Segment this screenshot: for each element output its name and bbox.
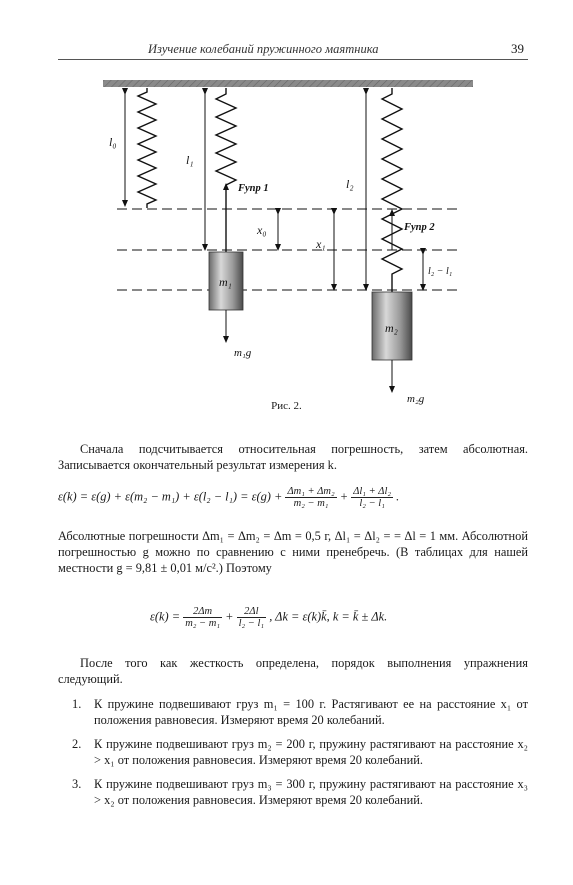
label-l2-l1: l₂ − l₁ [428, 266, 453, 277]
label-F2: Fупр 2 [404, 222, 435, 233]
label-m2: m₂ [385, 321, 398, 335]
figure-caption: Рис. 2. [271, 400, 302, 412]
formula-1-end: . [396, 489, 400, 504]
formula-2-rest: , Δk = ε(k)k̄, k = k̄ ± Δk. [269, 609, 388, 624]
list-item [72, 736, 528, 768]
formula-2-lhs: ε(k) = [150, 609, 181, 624]
formula-1-fraction-1-den: m₂ − m₁ [293, 498, 329, 509]
formula-1 [58, 486, 399, 509]
spring-pendulum-figure [0, 0, 573, 420]
paragraph-2: Абсолютные погрешности Δm₁ = Δm₂ = Δm = 0,5 г, Δl₁ = Δl₂ = = Δl = 1 мм. Абсолютной погрешностью g можно по сравнению с ними пренебречь. (В таблицах для нашей местности g = 9,81 ± 0,01 м/с².) Поэтому [58, 529, 528, 575]
paragraph-1: Сначала подсчитывается относительная погрешность, затем абсолютная. Записывается окончательный результат измерения k. [58, 442, 528, 472]
label-m2g: m₂g [407, 393, 425, 405]
running-title: Изучение колебаний пружинного маятника [148, 42, 379, 56]
formula-1-fraction-2-den: l₂ − l₁ [359, 498, 385, 509]
paragraph-3: После того как жесткость определена, порядок выполнения упражнения следующий. [58, 656, 528, 686]
list-item-text: К пружине подвешивают груз m₁ = 100 г. Растягивают ее на расстояние x₁ от положения равновесия. Измеряют время 20 колебаний. [94, 697, 528, 727]
formula-1-plus: + [339, 489, 349, 504]
formula-1-fraction-2 [351, 486, 393, 509]
formula-2-fraction-2-den: l₂ − l₁ [238, 618, 265, 629]
spring-2 [382, 88, 402, 292]
label-l2: l₂ [346, 177, 354, 191]
list-item-number: 1. [72, 697, 82, 711]
label-l0: l₀ [109, 135, 117, 149]
label-x1: x₁ [316, 237, 326, 251]
label-F1: Fупр 1 [238, 183, 269, 194]
list-item [72, 776, 528, 808]
spring-free [138, 88, 156, 208]
formula-2-fraction-2-num: 2Δl [237, 606, 266, 618]
label-m1g: m₁g [234, 347, 252, 359]
page-number: 39 [511, 41, 524, 56]
list-item [72, 696, 528, 728]
formula-1-lhs: ε(k) = ε(g) + ε(m₂ − m₁) + ε(l₂ − l₁) = ε(g) + [58, 489, 283, 504]
formula-2-fraction-1-den: m₂ − m₁ [185, 618, 221, 629]
label-l1: l₁ [186, 153, 194, 167]
formula-2-fraction-1 [183, 606, 222, 629]
list-item-text: К пружине подвешивают груз m₂ = 200 г, пружину растягивают на расстояние x₂ > x₁ от положения равновесия. Измеряют время 20 колебаний. [94, 737, 528, 767]
formula-1-fraction-2-num: Δl₁ + Δl₂ [353, 486, 392, 497]
formula-2-fraction-1-num: 2Δm [183, 606, 222, 618]
formula-2-plus: + [225, 609, 234, 624]
label-m1: m₁ [219, 275, 232, 289]
list-item-number: 3. [72, 777, 82, 791]
formula-1-fraction-1 [285, 486, 336, 509]
list-item-number: 2. [72, 737, 82, 751]
spring-1 [216, 88, 236, 252]
formula-2 [150, 606, 387, 629]
label-x0: x₀ [257, 223, 267, 237]
formula-1-fraction-1-num: Δm₁ + Δm₂ [287, 486, 335, 497]
formula-2-fraction-2 [237, 606, 266, 629]
steps-list [72, 696, 528, 808]
list-item-text: К пружине подвешивают груз m₃ = 300 г, пружину растягивают на расстояние x₃ > x₂ от положения равновесия. Измеряют время 20 колебаний. [94, 777, 528, 807]
